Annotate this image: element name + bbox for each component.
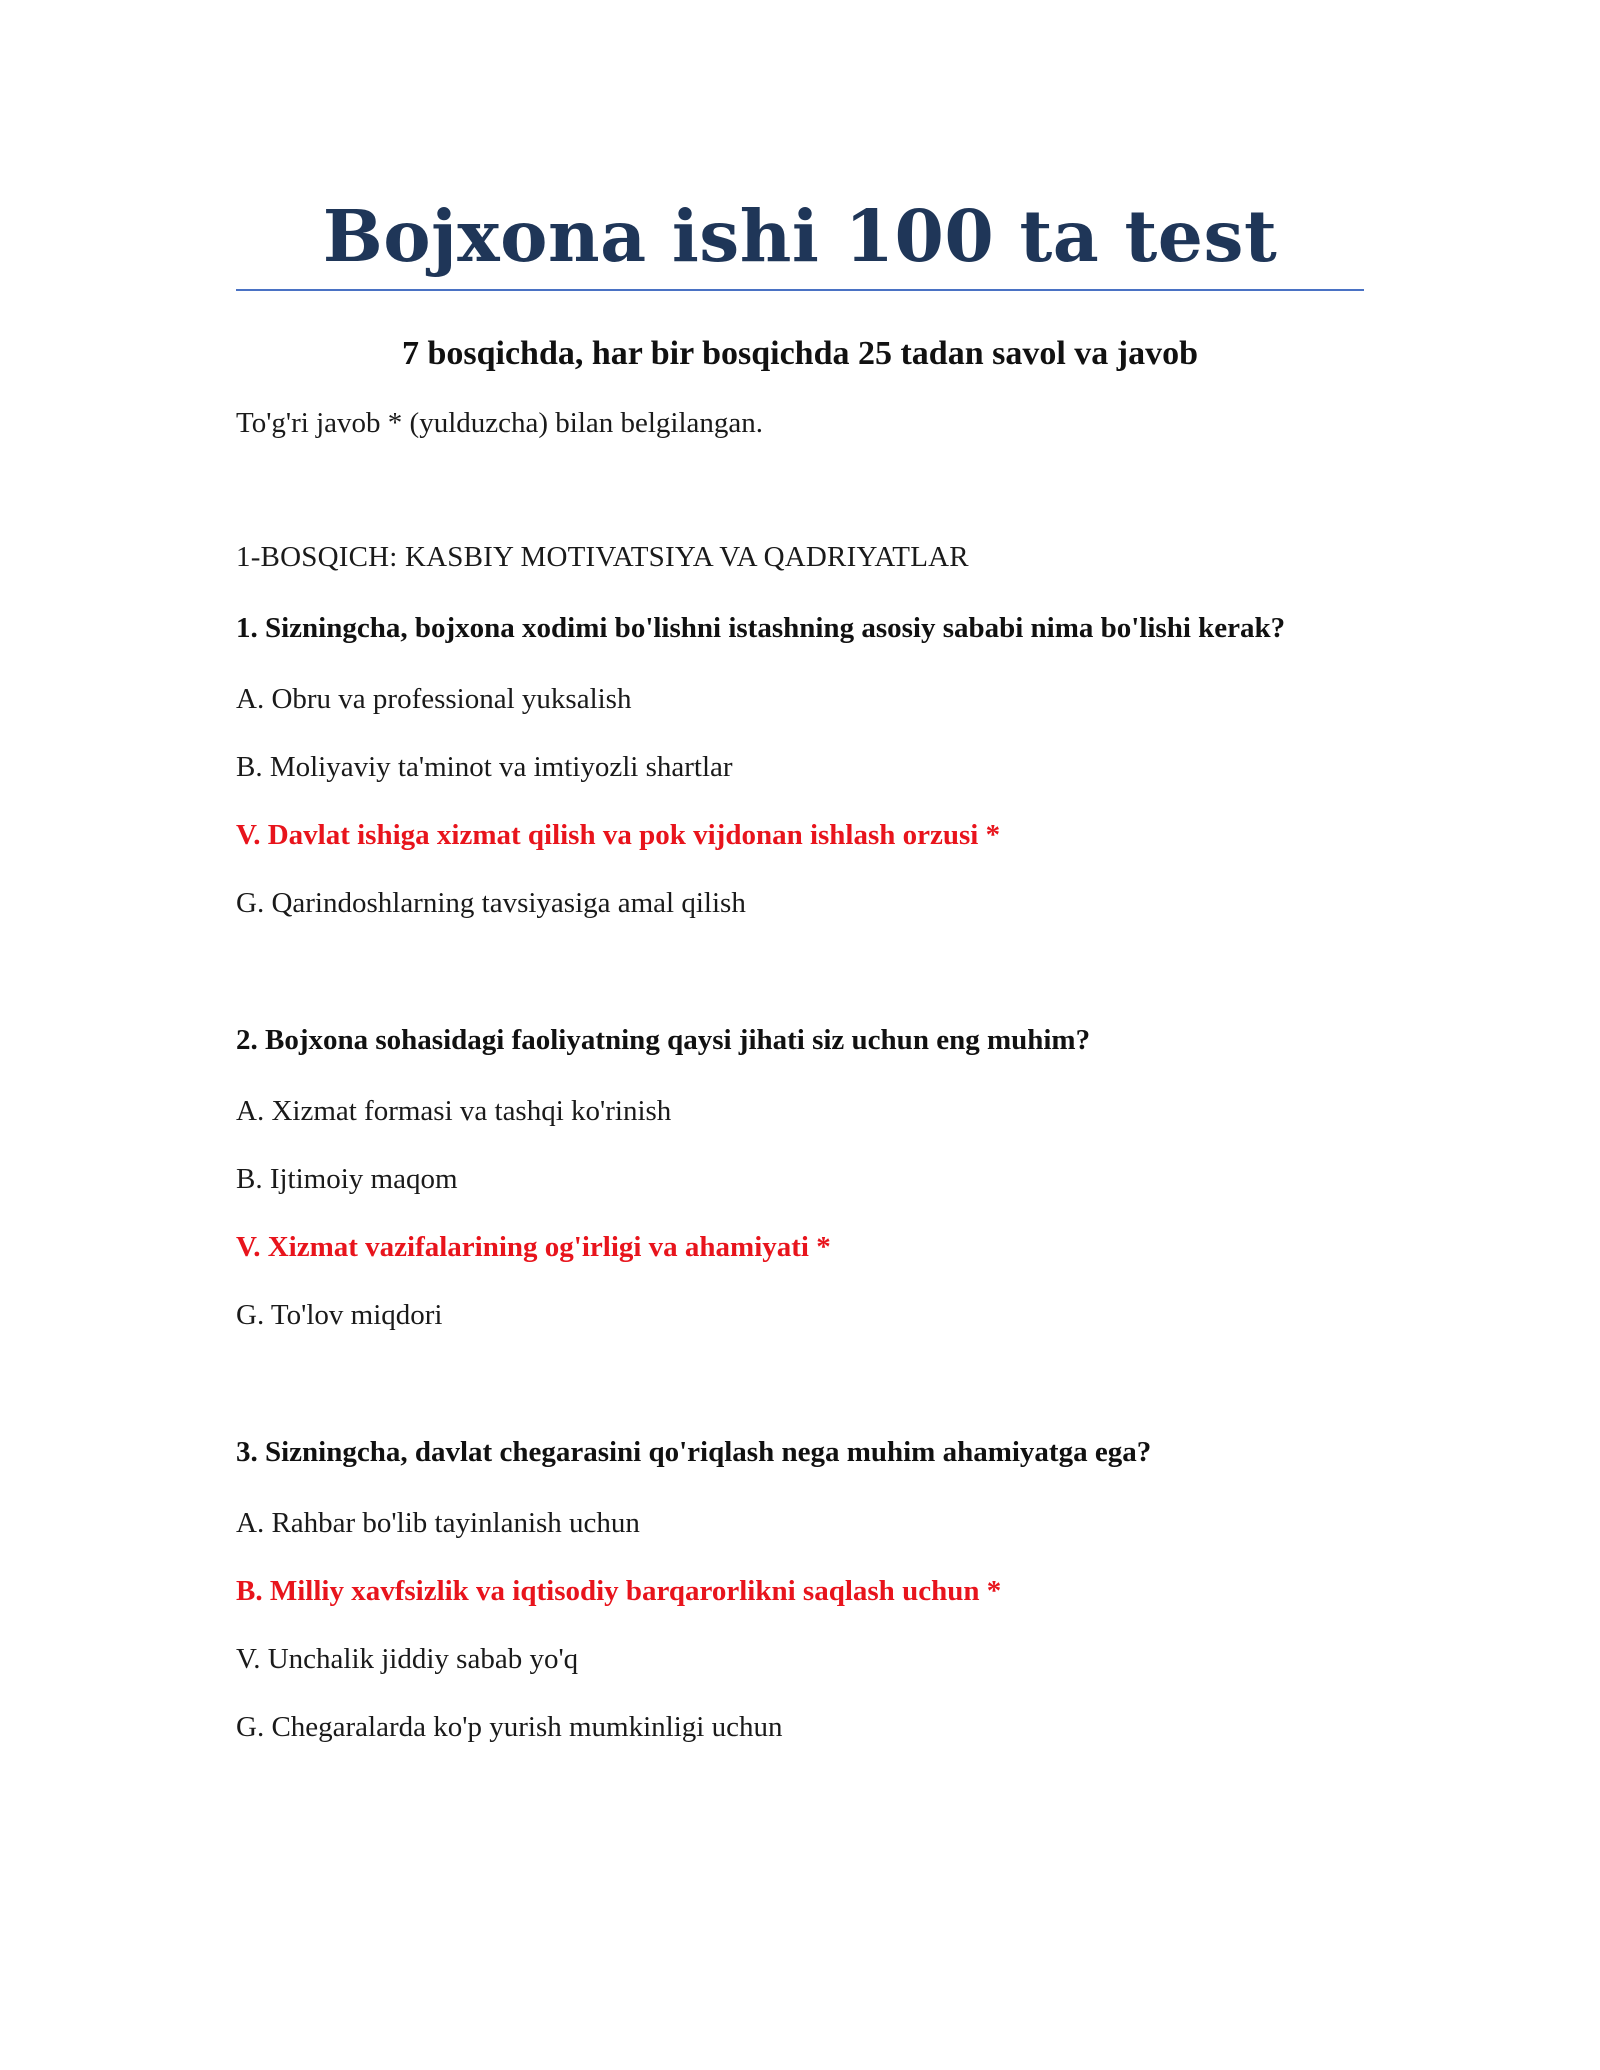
answer-option-b: B. Ijtimoiy maqom (236, 1163, 458, 1195)
answer-option-g: G. To'lov miqdori (236, 1299, 443, 1331)
answer-option-v: V. Unchalik jiddiy sabab yo'q (236, 1643, 579, 1675)
answer-option-b: B. Moliyaviy ta'minot va imtiyozli shartlar (236, 751, 733, 783)
document-subtitle: 7 bosqichda, har bir bosqichda 25 tadan savol va javob (401, 335, 1199, 372)
answer-option-g: G. Qarindoshlarning tavsiyasiga amal qilish (236, 887, 746, 919)
answer-option-a: A. Obru va professional yuksalish (236, 683, 632, 715)
question-block-3 (236, 1431, 1364, 1745)
question-block-1 (236, 607, 1364, 921)
answer-option-a: A. Xizmat formasi va tashqi ko'rinish (236, 1095, 672, 1127)
question-text: 3. Sizningcha, davlat chegarasini qo'riqlash nega muhim ahamiyatga ega? (236, 1436, 1152, 1468)
answer-option-b-correct: B. Milliy xavfsizlik va iqtisodiy barqarorlikni saqlash uchun * (236, 1575, 1002, 1607)
stage-heading: 1-BOSQICH: KASBIY MOTIVATSIYA VA QADRIYATLAR (236, 541, 969, 573)
answer-option-v-correct: V. Davlat ishiga xizmat qilish va pok vijdonan ishlash orzusi * (236, 819, 1001, 851)
answer-option-v-correct: V. Xizmat vazifalarining og'irligi va ahamiyati * (236, 1231, 831, 1263)
question-text: 2. Bojxona sohasidagi faoliyatning qaysi jihati siz uchun eng muhim? (236, 1024, 1091, 1056)
answer-option-a: A. Rahbar bo'lib tayinlanish uchun (236, 1507, 640, 1539)
question-block-2 (236, 1019, 1364, 1333)
answer-key-note: To'g'ri javob * (yulduzcha) bilan belgilangan. (236, 407, 764, 439)
question-text: 1. Sizningcha, bojxona xodimi bo'lishni istashning asosiy sababi nima bo'lishi kerak? (236, 612, 1286, 644)
document-title: Bojxona ishi 100 ta test (322, 194, 1278, 278)
answer-option-g: G. Chegaralarda ko'p yurish mumkinligi uchun (236, 1711, 783, 1743)
document-page (236, 0, 1364, 1745)
title-underline (236, 289, 1364, 291)
